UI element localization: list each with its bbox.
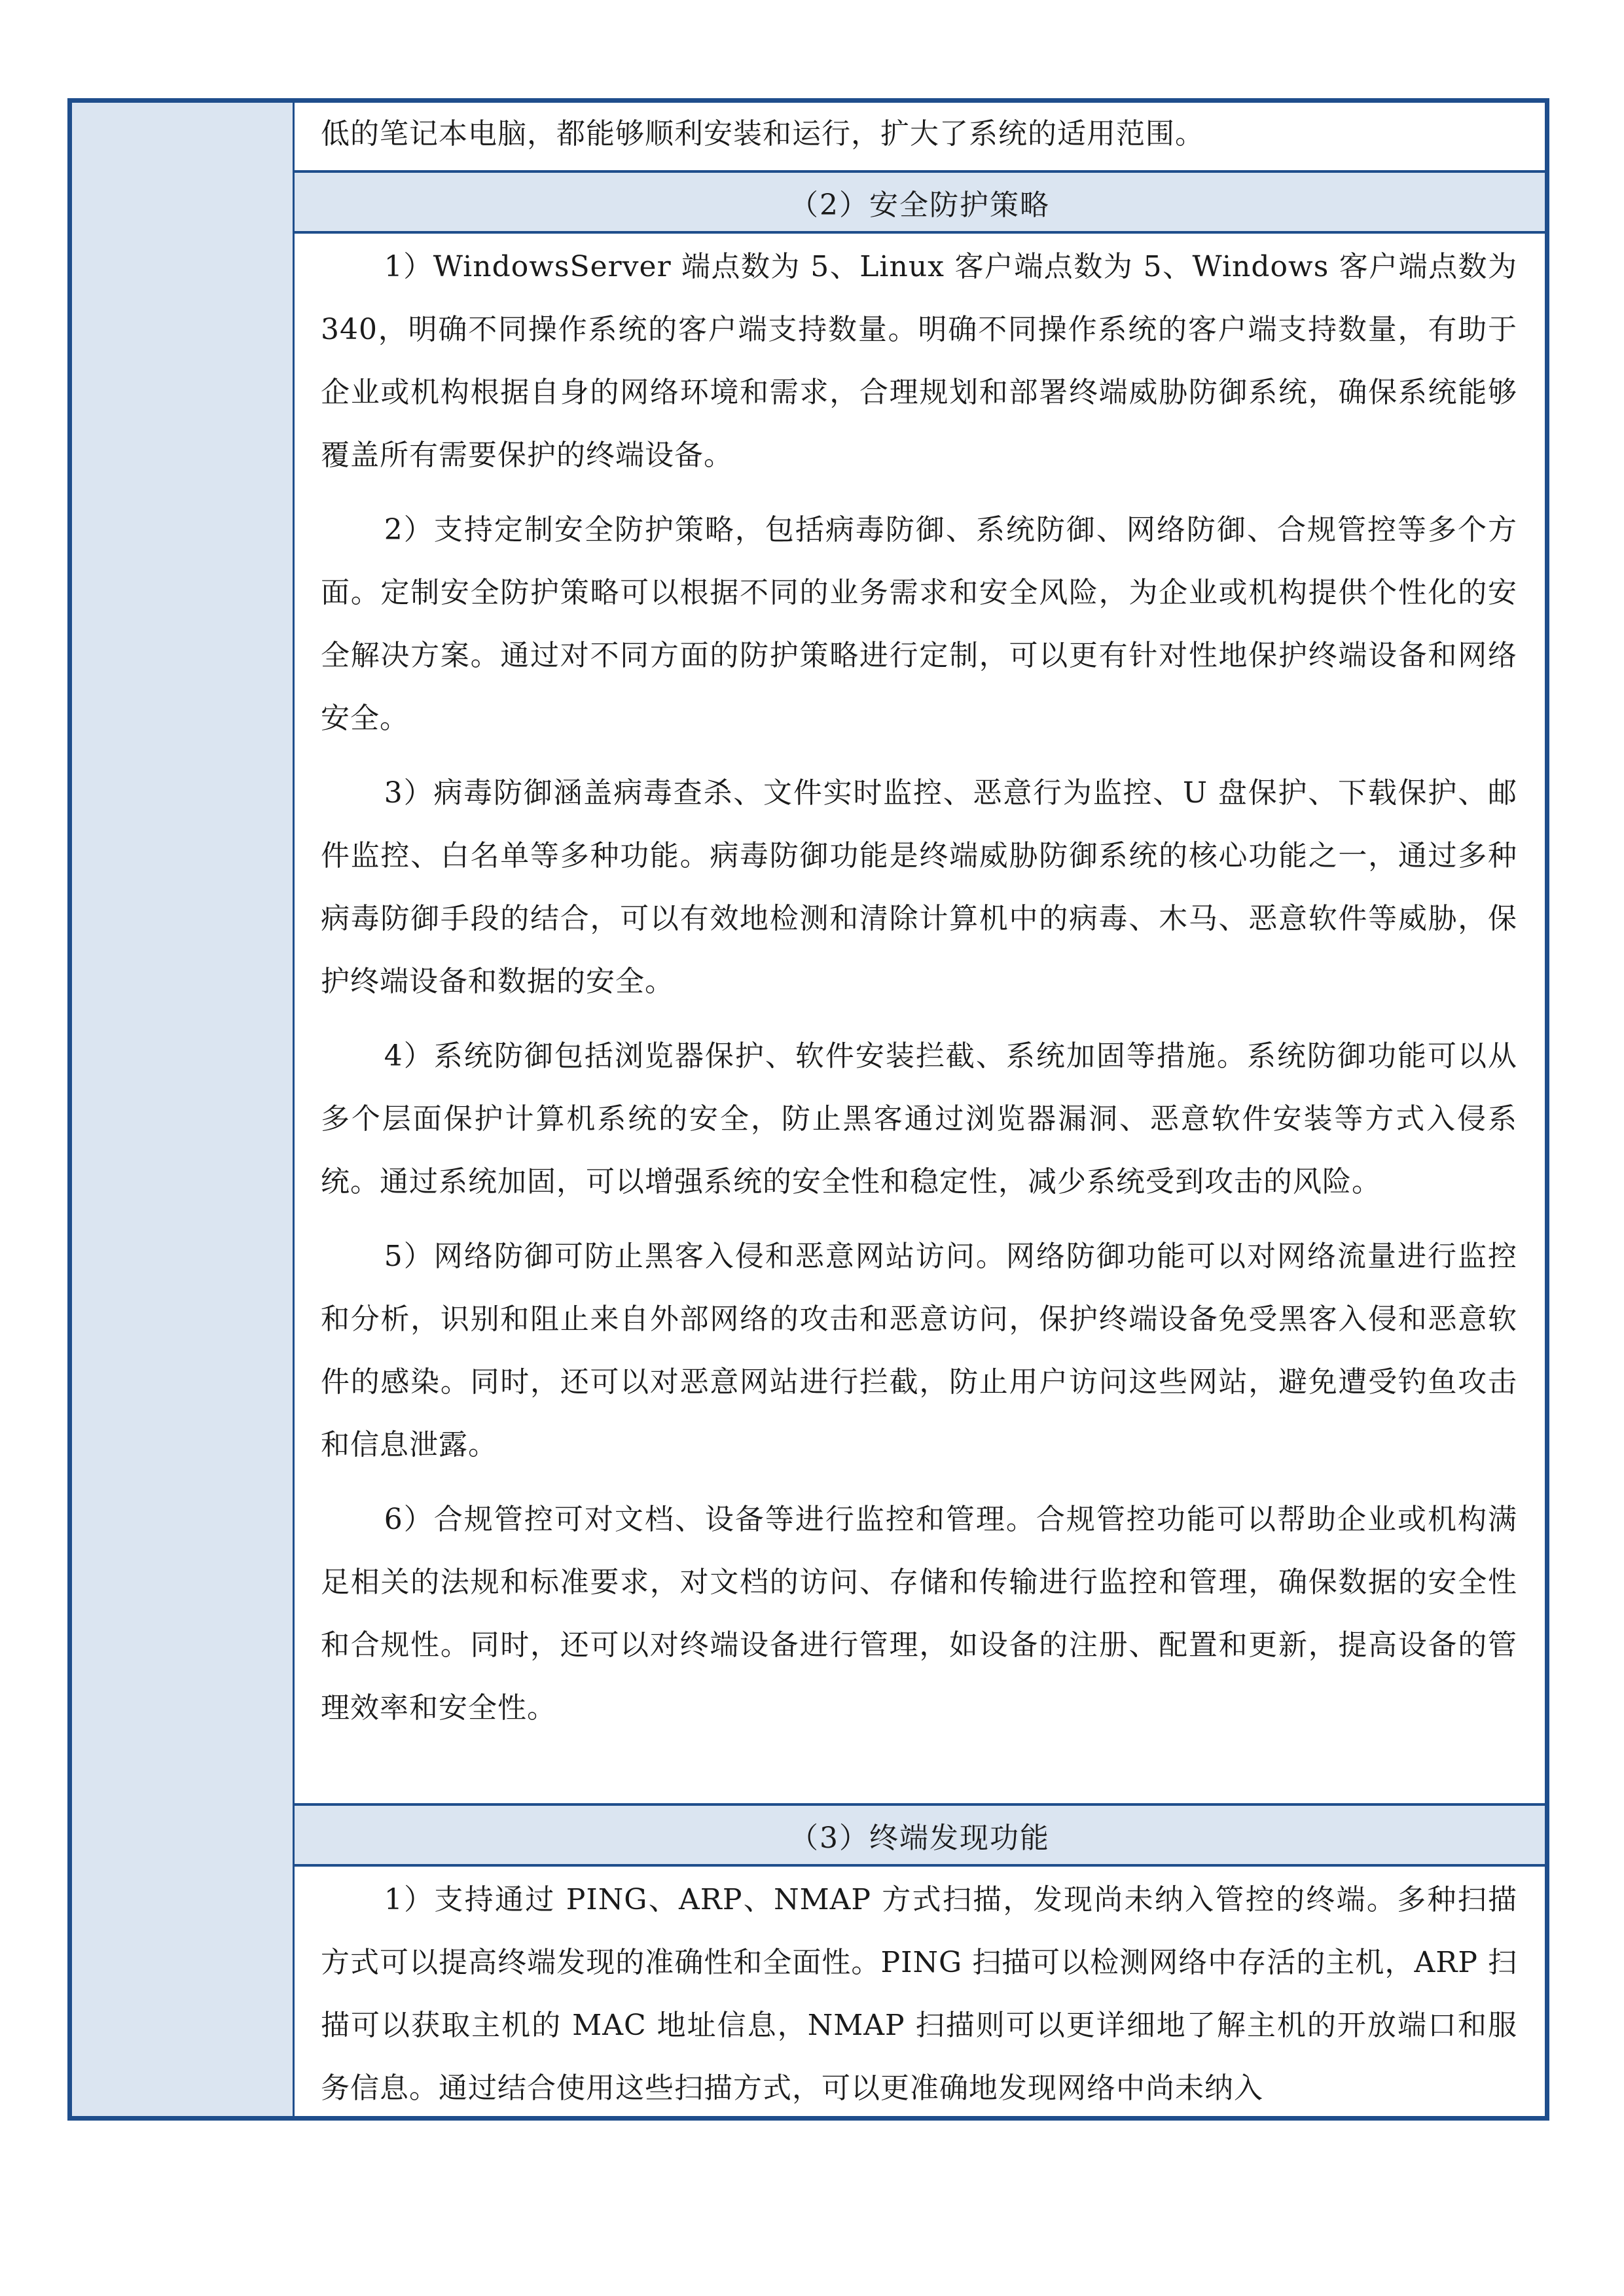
section-2-header (295, 170, 1545, 234)
document-table (67, 98, 1549, 2121)
section-3-body (295, 1867, 1545, 2116)
section-3-item-1: 1）支持通过 PING、ARP、NMAP 方式扫描，发现尚未纳入管控的终端。多种扫描方式可以提高终端发现的准确性和全面性。PING 扫描可以检测网络中存活的主机，ARP 扫描可以获取主机的 MAC 地址信息，NMAP 扫描则可以更详细地了解主机的开放端口和服务信息。通过结合使用这些扫描方式，可以更准确地发现网络中尚未纳入 (321, 1883, 1517, 2105)
section-2-title: （2）安全防护策略 (789, 188, 1050, 222)
section-2-item-6: 6）合规管控可对文档、设备等进行监控和管理。合规管控功能可以帮助企业或机构满足相关的法规和标准要求，对文档的访问、存储和传输进行监控和管理，确保数据的安全性和合规性。同时，还可以对终端设备进行管理，如设备的注册、配置和更新，提高设备的管理效率和安全性。 (321, 1503, 1517, 1725)
section-2-body (295, 234, 1545, 1903)
section-2-item-2: 2）支持定制安全防护策略，包括病毒防御、系统防御、网络防御、合规管控等多个方面。定制安全防护策略可以根据不同的业务需求和安全风险，为企业或机构提供个性化的安全解决方案。通过对不同方面的防护策略进行定制，可以更有针对性地保护终端设备和网络安全。 (321, 513, 1517, 735)
section-2-item-1: 1）WindowsServer 端点数为 5、Linux 客户端点数为 5、Windows 客户端点数为 340，明确不同操作系统的客户端支持数量。明确不同操作系统的客户端支持数量，有助于企业或机构根据自身的网络环境和需求，合理规划和部署终端威胁防御系统，确保系统能够覆盖所有需要保护的终端设备。 (321, 250, 1517, 472)
table-content-column (295, 103, 1545, 2116)
section-2-item-5: 5）网络防御可防止黑客入侵和恶意网站访问。网络防御功能可以对网络流量进行监控和分析，识别和阻止来自外部网络的攻击和恶意访问，保护终端设备免受黑客入侵和恶意软件的感染。同时，还可以对恶意网站进行拦截，防止用户访问这些网站，避免遭受钓鱼攻击和信息泄露。 (321, 1240, 1517, 1462)
section-3-title: （3）终端发现功能 (789, 1821, 1050, 1855)
section-2-item-3: 3）病毒防御涵盖病毒查杀、文件实时监控、恶意行为监控、U 盘保护、下载保护、邮件监控、白名单等多种功能。病毒防御功能是终端威胁防御系统的核心功能之一，通过多种病毒防御手段的结合，可以有效地检测和清除计算机中的病毒、木马、恶意软件等威胁，保护终端设备和数据的安全。 (321, 776, 1517, 998)
continuation-paragraph: 低的笔记本电脑，都能够顺利安装和运行，扩大了系统的适用范围。 (321, 117, 1204, 151)
continuation-cell (295, 103, 1545, 171)
section-3-header (295, 1803, 1545, 1867)
section-2-item-4: 4）系统防御包括浏览器保护、软件安装拦截、系统加固等措施。系统防御功能可以从多个层面保护计算机系统的安全，防止黑客通过浏览器漏洞、恶意软件安装等方式入侵系统。通过系统加固，可以增强系统的安全性和稳定性，减少系统受到攻击的风险。 (321, 1039, 1517, 1198)
table-label-column (72, 103, 295, 2116)
